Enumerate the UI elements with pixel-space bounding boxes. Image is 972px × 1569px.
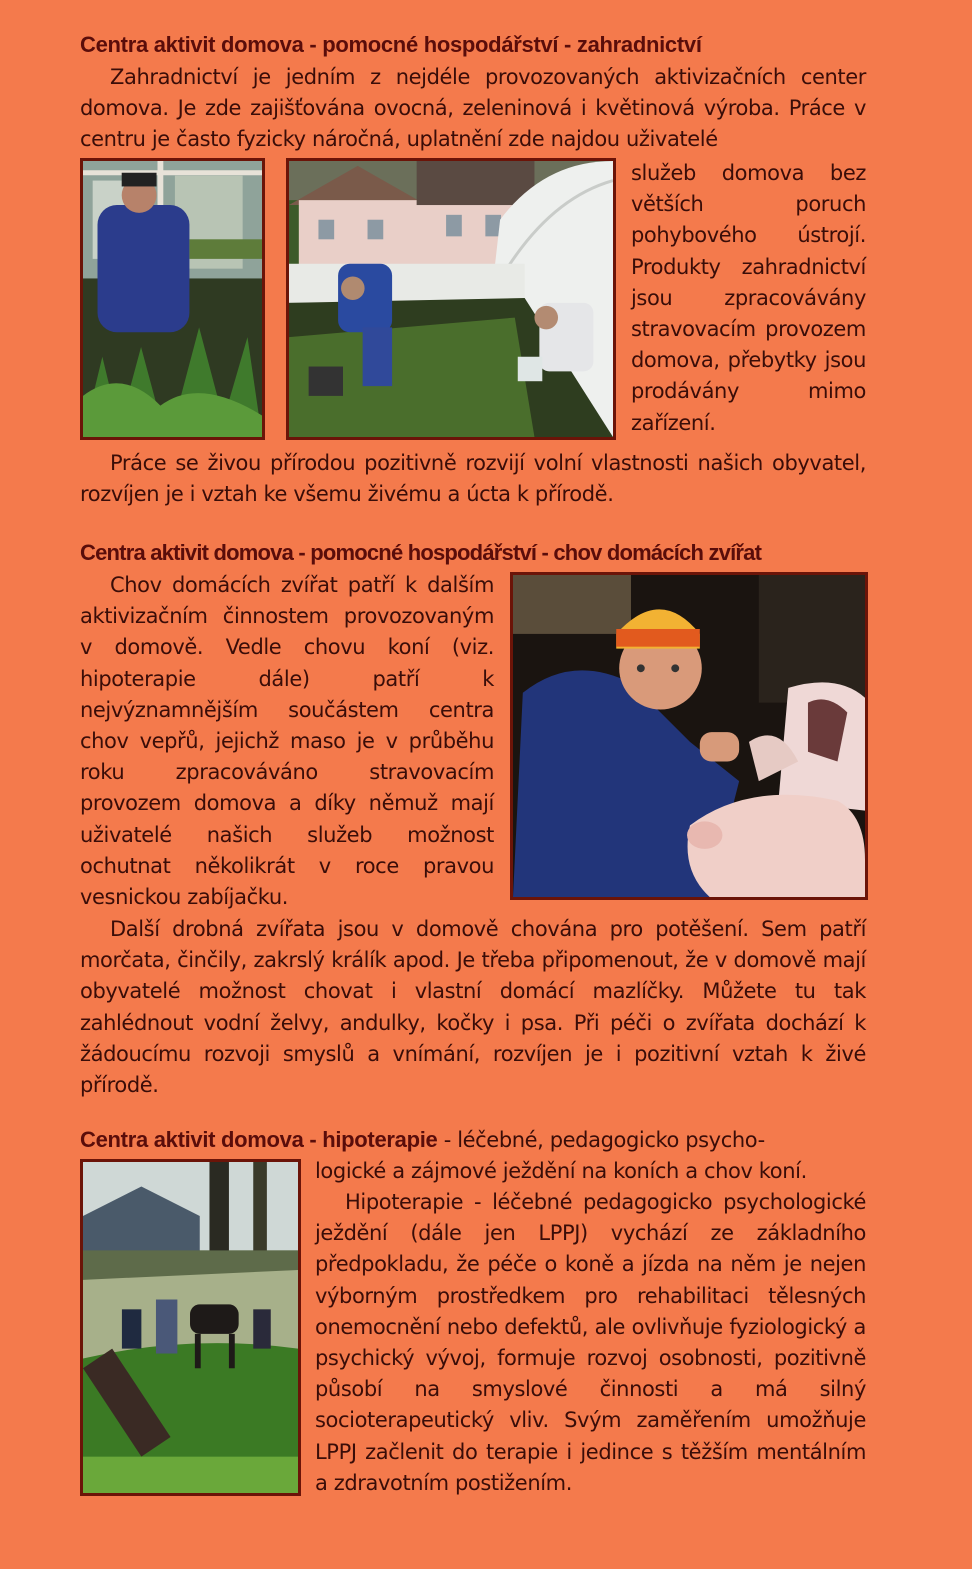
pig-farmer-photo <box>510 572 868 900</box>
animals-closing: Další drobná zvířata jsou v domově chována pro potěšení. Sem patří morčata, činčily, zakrslý králík apod. Je třeba připomenout, že v domově mají obyvatelé možnost chovat i vlastní domácí mazlíčky. Můžete tu tak zahlédnout vodní želvy, andulky, kočky i psa. Při péči o zvířata dochází k žádoucímu rozvoji smyslů a vnímání, rozvíjen je i pozitivní vztah k živé přírodě. <box>80 917 866 1098</box>
hippo-heading-line <box>80 1125 880 1156</box>
garden-side-text: služeb domova bez větších poruch pohybového ústrojí. Produkty zahradnictví jsou zpracovávány stravovacím provozem domova, přebytky jsou prodávány mimo zařízení. <box>631 161 866 435</box>
garden-heading: Centra aktivit domova - pomocné hospodářství - zahradnictví <box>80 32 702 57</box>
garden-closing: Práce se živou přírodou pozitivně rozvijí volní vlastnosti našich obyvatel, rozvíjen je i vztah ke všemu živému a úcta k přírodě. <box>80 451 866 507</box>
hippo-heading: Centra aktivit domova - hipoterapie <box>80 1127 438 1152</box>
hippo-heading-rest: - léčebné, pedagogicko psycho- <box>437 1128 765 1152</box>
greenhouse-worker-photo <box>80 158 265 440</box>
animals-heading: Centra aktivit domova - pomocné hospodářství - chov domácích zvířat <box>80 540 762 565</box>
hippo-body: Hipoterapie - léčebné pedagogicko psychologické ježdění (dále jen LPPJ) vychází ze základního předpokladu, že péče o koně a jízda na něm je nejen výborným prostředkem pro rehabilitaci tělesných onemocnění nebo defektů, ale ovlivňuje fyziologický a psychický vývoj, formuje rozvoj osobnosti, pozitivně působí na smyslové činnosti a má silný socioterapeutický vliv. Svým zaměřením umožňuje LPPJ začlenit do terapie i jedince s těžším mentálním a zdravotním postižením. <box>315 1190 866 1495</box>
horse-riding-photo <box>80 1159 301 1496</box>
garden-intro: Zahradnictví je jedním z nejdéle provozovaných aktivizačních center domova. Je zde zajišťována ovocná, zeleninová i květinová výroba. Práce v centru je často fyzicky náročná, uplatnění zde najdou uživatelé <box>80 65 866 152</box>
hippo-line2: logické a zájmové ježdění na koních a chov koní. <box>315 1159 807 1183</box>
animals-side-text: Chov domácích zvířat patří k dalším aktivizačním činnostem provozovaným v domově. Vedle chovu koní (viz. hipoterapie dále) patří k nejvýznamnějším součástem centra chov vepřů, jejichž maso je v průběhu roku zpracováváno stravovacím provozem domova a díky němuž mají uživatelé našich služeb možnost ochutnat několikrát v roce pravou vesnickou zabíjačku. <box>80 573 494 910</box>
garden-field-photo <box>286 158 616 440</box>
